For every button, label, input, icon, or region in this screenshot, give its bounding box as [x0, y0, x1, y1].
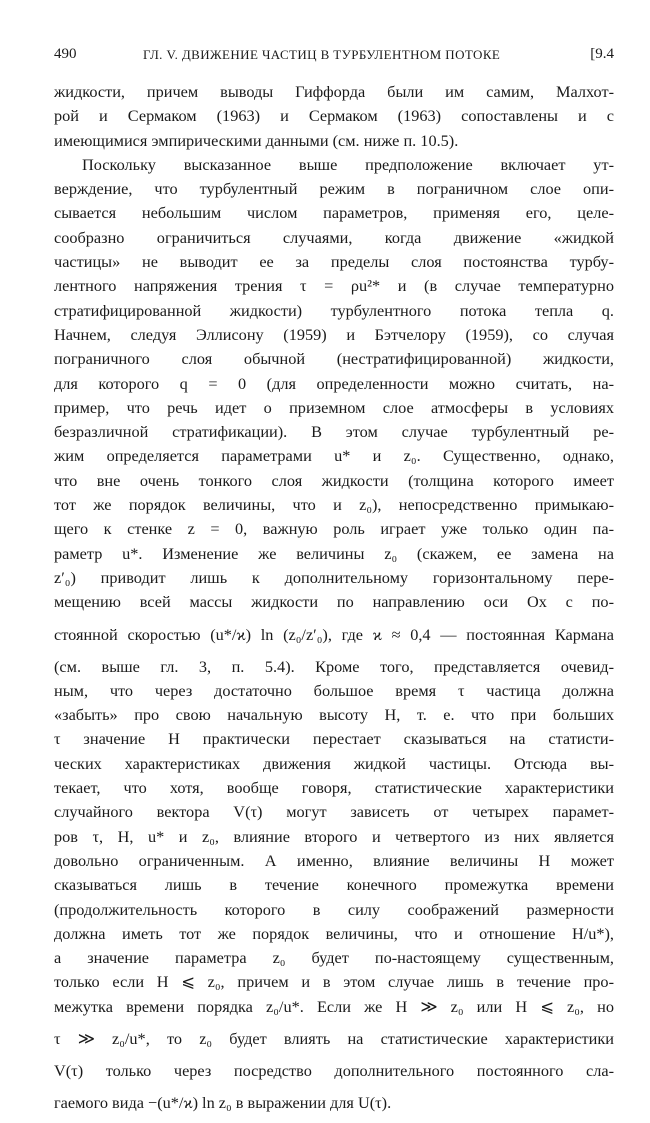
- text-body: [54, 80, 614, 1123]
- formula-line: гаемого вида −(u*/ϰ) ln z₀ в выражении для U(τ).: [54, 1093, 392, 1113]
- page-number: 490: [54, 46, 77, 62]
- text-line: (см. выше гл. 3, п. 5.4). Кроме того, представляется очевид-: [54, 656, 614, 676]
- text-line: безразличной стратификации). В этом случае турбулентный ре-: [54, 422, 614, 442]
- text-line: частицы» не выводит ее за пределы слоя постоянства турбу-: [54, 252, 614, 272]
- text-line: межутка времени порядка z₀/u*. Если же H ≫ z₀ или H ⩽ z₀, но: [54, 996, 614, 1016]
- text-line: текает, что хотя, вообще говоря, статистические характеристики: [54, 778, 614, 798]
- text-line: сообразно ограничиться случаями, когда движение «жидкой: [54, 227, 614, 247]
- text-line: что вне очень тонкого слоя жидкости (толщина которого имеет: [54, 470, 614, 490]
- text-line: а значение параметра z₀ будет по-настоящему существенным,: [54, 948, 614, 968]
- text-line: сывается небольшим числом параметров, применяя его, целе-: [54, 203, 614, 223]
- text-line: мещению всей массы жидкости по направлению оси Ox с по-: [54, 592, 614, 612]
- text-line: V(τ) только через посредство дополнительного постоянного сла-: [54, 1060, 614, 1080]
- text-line: «забыть» про свою начальную высоту H, т. е. что при больших: [54, 705, 614, 725]
- text-line: z′₀) приводит лишь к дополнительному горизонтальному пере-: [54, 567, 614, 587]
- text-line: τ значение H практически перестает сказываться на статисти-: [54, 729, 614, 749]
- formula-line: стоянной скоростью (u*/ϰ) ln (z₀/z′₀), где ϰ ≈ 0,4 — постоянная Кармана: [54, 624, 614, 644]
- text-line: пограничного слоя обычной (нестратифицированной) жидкости,: [54, 349, 614, 369]
- text-line: только если H ⩽ z₀, причем и в этом случае лишь в течение про-: [54, 972, 614, 992]
- text-line: для которого q = 0 (для определенности можно считать, на-: [54, 373, 614, 393]
- text-line: должна иметь тот же порядок величины, что и отношение H/u*),: [54, 923, 614, 943]
- text-line: лентного напряжения трения τ = ρu²* и (в случае температурно: [54, 276, 614, 296]
- formula-line: τ ≫ z₀/u*, то z₀ будет влиять на статистические характеристики: [54, 1028, 614, 1048]
- text-line: Поскольку высказанное выше предположение включает ут-: [82, 154, 614, 174]
- text-line: случайного вектора V(τ) могут зависеть от четырех парамет-: [54, 802, 614, 822]
- text-line: имеющимися эмпирическими данными (см. ниже п. 10.5).: [54, 130, 459, 150]
- text-line: верждение, что турбулентный режим в пограничном слое опи-: [54, 179, 614, 199]
- text-line: сказываться лишь в течение конечного промежутка времени: [54, 875, 614, 895]
- text-line: стратифицированной жидкости) турбулентного потока тепла q.: [54, 300, 614, 320]
- text-line: раметр u*. Изменение же величины z₀ (скажем, ее замена на: [54, 543, 614, 563]
- section-number: [9.4: [590, 46, 614, 62]
- text-line: жим определяется параметрами u* и z₀. Существенно, однако,: [54, 446, 614, 466]
- text-line: тот же порядок величины, что и z₀), непосредственно примыкаю-: [54, 495, 614, 515]
- text-line: рой и Сермаком (1963) и Сермаком (1963) сопоставлены и с: [54, 106, 614, 126]
- text-line: ным, что через достаточно большое время τ частица должна: [54, 680, 614, 700]
- text-line: довольно ограниченным. А именно, влияние величины H может: [54, 850, 614, 870]
- text-line: щего к стенке z = 0, важную роль играет уже только один па-: [54, 519, 614, 539]
- text-line: ческих характеристиках движения жидкой частицы. Отсюда вы-: [54, 753, 614, 773]
- text-line: пример, что речь идет о приземном слое атмосферы в условиях: [54, 397, 614, 417]
- text-line: Начнем, следуя Эллисону (1959) и Бэтчелору (1959), со случая: [54, 324, 614, 344]
- text-line: жидкости, причем выводы Гиффорда были им самим, Малхот-: [54, 82, 614, 101]
- running-title: ГЛ. V. ДВИЖЕНИЕ ЧАСТИЦ В ТУРБУЛЕНТНОМ ПОТОКЕ: [143, 47, 501, 62]
- page-header: [54, 46, 614, 66]
- text-line: ров τ, H, u* и z₀, влияние второго и четвертого из них является: [54, 826, 614, 846]
- text-line: (продолжительность которого в силу соображений размерности: [54, 899, 614, 919]
